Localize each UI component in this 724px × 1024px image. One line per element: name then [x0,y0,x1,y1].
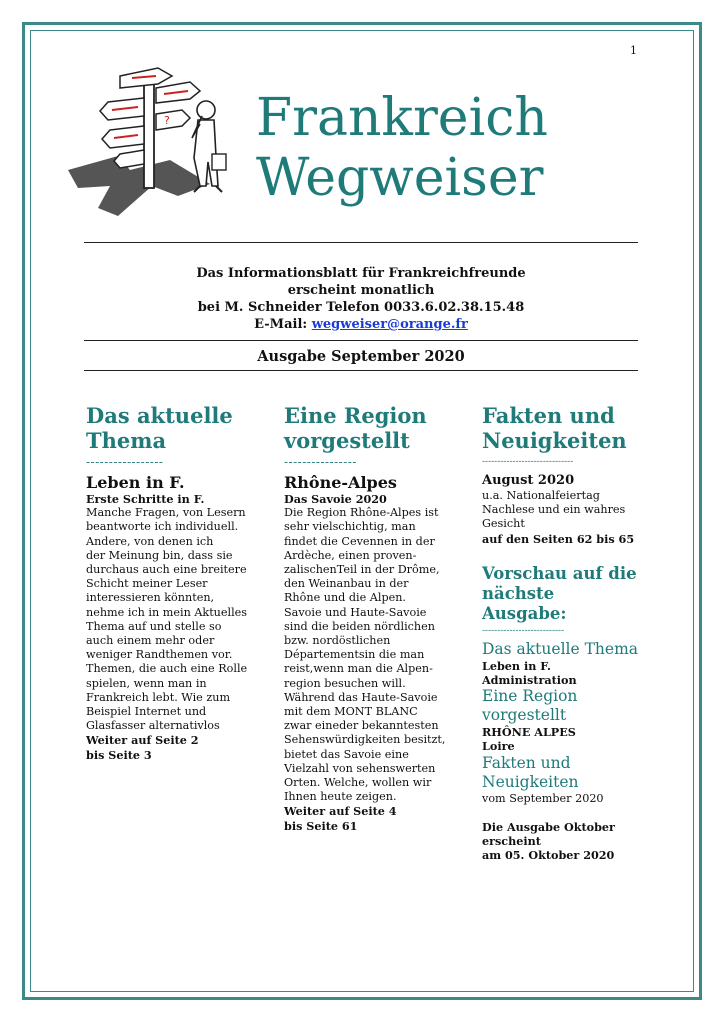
heading-line: Neuigkeiten [482,772,579,791]
body-line: Manche Fragen, von Lesern [86,506,246,520]
body-line: zalischenTeil in der Drôme, [284,563,440,577]
issue-rule-top [84,340,638,341]
issue-label: Ausgabe September 2020 [257,348,465,365]
body-line: Gesicht [482,517,525,531]
article-title: Leben in F. [86,473,185,492]
article-body [86,506,258,733]
body-line: bietet das Savoie eine [284,747,409,761]
article-kicker: Erste Schritte in F. [86,492,205,506]
heading-line: Thema [86,428,167,453]
preview-item-text: RHÔNE ALPES [482,725,576,740]
header-rule [84,242,638,243]
body-line: reist,wenn man die Alpen- [284,662,433,676]
body-line: den Weinanbau in der [284,577,409,591]
divider-dashes: --------------------------- [482,625,565,636]
body-line: region besuchen will. [284,676,406,690]
heading-line: Vorschau auf die [482,563,637,583]
heading-line: vorgestellt [284,428,410,453]
body-line: der Meinung bin, dass sie [86,548,233,562]
body-line: u.a. Nationalfeiertag [482,489,600,502]
column-current-topic [86,403,258,762]
body-line: findet die Cevennen in der [284,534,435,548]
heading-line: vorgestellt [482,706,567,725]
next-issue-line: Die Ausgabe Oktober [482,819,615,834]
body-line: durchaus auch eine breitere [86,563,247,577]
signpost-logo [60,58,260,228]
divider-dashes: ----------------- [86,455,164,469]
preview-item-title: Das aktuelle Thema [482,639,639,658]
body-line: sehr vielschichtig, man [284,520,416,534]
preview-item-text: Leben in F. [482,658,551,673]
newsletter-title [256,88,548,208]
preview-item-text: vom September 2020 [482,791,604,805]
column-region [284,403,464,833]
next-issue-note [482,820,642,863]
body-line: mit dem MONT BLANC [284,705,418,719]
body-line: Ihnen heute zeigen. [284,790,397,804]
heading-line: Eine Region [482,687,578,706]
body-line: nehme ich in mein Aktuelles [86,605,248,619]
news-body [482,489,642,532]
article-kicker: Das Savoie 2020 [284,492,387,506]
article-title: Rhône-Alpes [284,473,397,492]
heading-line: Das aktuelle [86,403,233,428]
body-line: sind die beiden nördlichen [284,619,435,633]
body-line: spielen, wenn man in [86,676,207,690]
heading-line: Fakten und [482,753,571,772]
preview-item-text: Administration [482,673,577,688]
info-block [84,265,638,333]
preview-item-title [482,754,642,792]
body-line: auch einem mehr oder [86,634,215,648]
divider-dashes: ------------------------------ [482,457,574,467]
body-line: Vielzahl von sehenswerten [284,761,436,775]
body-line: Frankreich lebt. Wie zum [86,690,231,704]
info-email-line [84,316,638,333]
title-line-2: Wegweiser [256,148,544,208]
body-line: Beispiel Internet und [86,705,207,719]
info-line-1: Das Informationsblatt für Frankreichfreunde [196,266,526,281]
body-line: Andere, von denen ich [86,534,214,548]
news-title: August 2020 [482,473,575,488]
preview-item-text: Loire [482,739,515,754]
body-line: Savoie und Haute-Savoie [284,605,427,619]
body-line: Themen, die auch eine Rolle [86,662,248,676]
title-line-1: Frankreich [256,88,548,148]
heading-line: Eine Region [284,403,427,428]
heading-line: Neuigkeiten [482,428,627,453]
body-line: Ardèche, einen proven- [284,548,417,562]
body-line: Orten. Welche, wollen wir [284,776,432,790]
preview-item-title [482,687,642,725]
column-news [482,403,642,862]
body-line: zwar eineder bekanntesten [284,719,439,733]
body-line: weniger Randthemen vor. [86,648,233,662]
email-label: E-Mail: [254,317,308,332]
divider-dashes: ---------------- [284,455,357,469]
next-issue-line: erscheint [482,834,541,849]
body-line: bzw. nordöstlichen [284,634,391,648]
email-link[interactable]: wegweiser@orange.fr [311,317,468,332]
column-heading [284,403,464,453]
issue-rule-bottom [84,370,638,371]
page-number: 1 [630,44,637,57]
heading-line: Fakten und [482,403,615,428]
body-line: Während das Haute-Savoie [284,690,438,704]
column-heading [482,403,642,453]
body-line: Glasfasser alternativlos [86,719,220,733]
next-issue-line: am 05. Oktober 2020 [482,848,615,863]
article-body [284,506,464,804]
body-line: Sehenswürdigkeiten besitzt, [284,733,446,747]
continue-note: bis Seite 3 [86,747,152,762]
heading-line: nächste Ausgabe: [482,583,567,623]
column-heading [86,403,258,453]
body-line: Die Region Rhône-Alpes ist [284,506,439,520]
body-line: Nachlese und ein wahres [482,503,626,517]
info-line-3: bei M. Schneider Telefon 0033.6.02.38.15.48 [197,300,525,315]
continue-note: Weiter auf Seite 4 [284,804,397,819]
body-line: interessieren könnten, [86,591,215,605]
body-line: beantworte ich individuell. [86,520,239,534]
continue-note: Weiter auf Seite 2 [86,733,199,748]
body-line: Schicht meiner Leser [86,577,208,591]
body-line: Départementsin die man [284,648,425,662]
pages-note: auf den Seiten 62 bis 65 [482,531,635,546]
info-line-2: erscheint monatlich [287,283,435,298]
continue-note: bis Seite 61 [284,818,358,833]
svg-text:?: ? [164,114,170,127]
body-line: Thema auf und stelle so [86,619,222,633]
body-line: Rhône und die Alpen. [284,591,406,605]
preview-heading [482,564,642,624]
